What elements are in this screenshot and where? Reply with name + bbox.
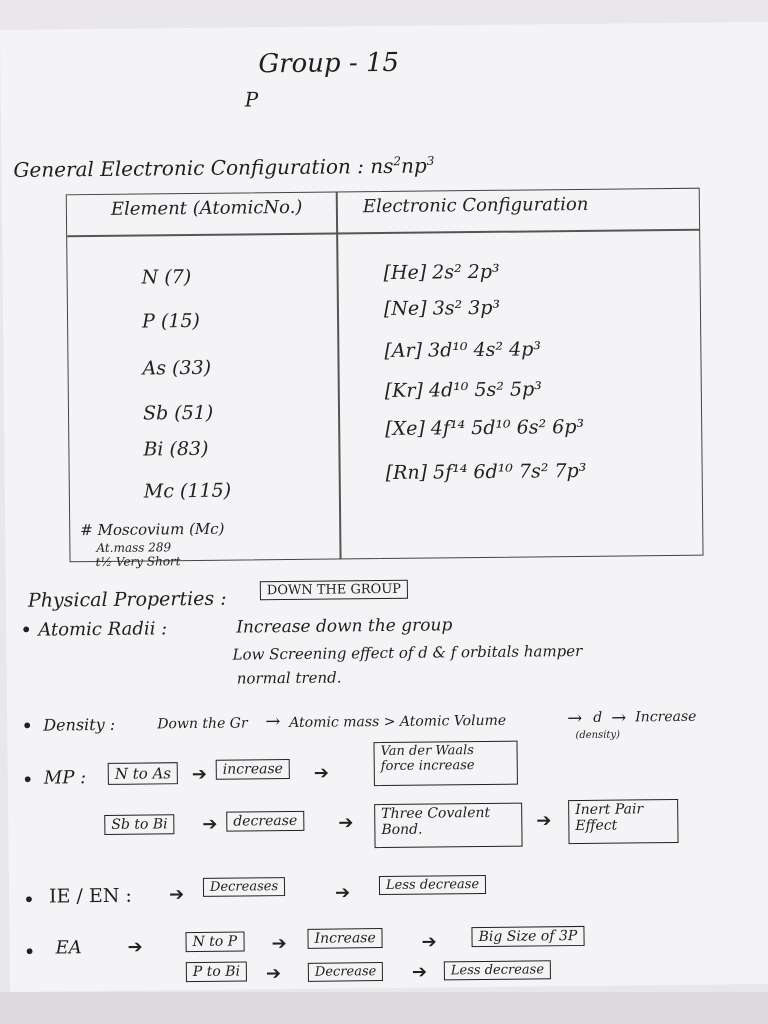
arrow-icon: → bbox=[265, 711, 281, 733]
ea-p-to-bi: P to Bi bbox=[186, 961, 247, 982]
arrow-icon: → bbox=[611, 707, 627, 729]
page-subtitle: P bbox=[244, 87, 259, 112]
atomic-radii-text: Increase down the group bbox=[236, 615, 453, 638]
general-config-sup1: 2 bbox=[393, 154, 402, 169]
density-d-note: (density) bbox=[575, 729, 621, 742]
density-result: Increase bbox=[635, 708, 697, 726]
bullet: • bbox=[23, 939, 36, 964]
table-row-element: P (15) bbox=[141, 309, 201, 333]
general-config-ns: ns bbox=[370, 153, 394, 179]
ie-en-decreases: Decreases bbox=[203, 877, 285, 897]
arrow-icon: ➔ bbox=[271, 933, 287, 955]
general-config-label: General Electronic Configuration : bbox=[13, 154, 365, 182]
density-d: d bbox=[593, 709, 603, 726]
mp-vdw-line1: Van der Waals bbox=[380, 743, 475, 760]
mp-tc-line2: Bond. bbox=[381, 821, 423, 839]
notebook-page bbox=[0, 22, 768, 992]
moscovium-mass: At.mass 289 bbox=[96, 540, 172, 556]
ie-en-label: IE / EN : bbox=[48, 884, 132, 908]
mp-ip-line1: Inert Pair bbox=[575, 801, 644, 819]
table-divider-vertical bbox=[336, 192, 341, 558]
density-text: Down the Gr bbox=[157, 715, 248, 733]
ea-less-decrease: Less decrease bbox=[444, 960, 551, 980]
mp-label: MP : bbox=[43, 767, 87, 789]
arrow-icon: ➔ bbox=[191, 763, 208, 786]
general-config-np: np bbox=[400, 153, 427, 178]
table-row-config: [He] 2s² 2p³ bbox=[383, 260, 500, 284]
mp-sb-to-bi: Sb to Bi bbox=[104, 814, 174, 835]
page-title: Group - 15 bbox=[258, 47, 400, 80]
ea-label: EA bbox=[55, 937, 82, 959]
mp-inert-pair bbox=[568, 799, 678, 844]
physical-properties-label: Physical Properties : bbox=[27, 587, 227, 612]
arrow-icon: ➔ bbox=[536, 810, 552, 832]
bullet: • bbox=[21, 713, 34, 738]
arrow-icon: ➔ bbox=[313, 762, 330, 784]
mp-van-der-waals bbox=[373, 741, 517, 787]
general-config-sup2: 3 bbox=[426, 153, 435, 168]
table-row-config: [Ar] 3d¹⁰ 4s² 4p³ bbox=[384, 338, 542, 362]
arrow-icon: ➔ bbox=[421, 931, 437, 953]
mp-tc-line1: Three Covalent bbox=[381, 804, 491, 823]
mp-vdw-line2: force increase bbox=[380, 758, 475, 775]
table-row-element: Mc (115) bbox=[143, 479, 232, 503]
mp-n-to-as: N to As bbox=[108, 762, 178, 785]
mp-increase: increase bbox=[216, 759, 290, 780]
atomic-radii-line2: Low Screening effect of d & f orbitals hamper bbox=[232, 641, 583, 664]
config-table bbox=[66, 188, 704, 563]
table-row-config: [Ne] 3s² 3p³ bbox=[383, 296, 501, 320]
down-the-group-badge: DOWN THE GROUP bbox=[260, 580, 408, 601]
ea-decrease: Decrease bbox=[308, 962, 384, 982]
table-row-config: [Kr] 4d¹⁰ 5s² 5p³ bbox=[384, 378, 542, 402]
arrow-icon: ➔ bbox=[265, 963, 282, 985]
density-mid: Atomic mass > Atomic Volume bbox=[289, 712, 507, 732]
bullet: • bbox=[20, 617, 33, 642]
bullet: • bbox=[21, 767, 34, 792]
table-divider-horizontal bbox=[67, 229, 699, 237]
moscovium-halflife: t½ Very Short bbox=[95, 554, 181, 570]
ea-n-to-p: N to P bbox=[185, 931, 244, 952]
table-header-config: Electronic Configuration bbox=[362, 193, 589, 218]
general-configuration bbox=[13, 153, 434, 181]
mp-decrease: decrease bbox=[226, 811, 304, 832]
table-row-element: As (33) bbox=[142, 356, 212, 380]
density-label: Density : bbox=[43, 714, 116, 735]
bullet: • bbox=[22, 887, 36, 912]
arrow-icon: ➔ bbox=[127, 936, 143, 958]
mp-three-covalent bbox=[374, 803, 522, 849]
table-header-element: Element (AtomicNo.) bbox=[110, 196, 303, 220]
atomic-radii-line3: normal trend. bbox=[236, 668, 342, 688]
table-row-element: Sb (51) bbox=[142, 401, 214, 425]
moscovium-note: # Moscovium (Mc) bbox=[80, 519, 225, 540]
table-row-config: [Rn] 5f¹⁴ 6d¹⁰ 7s² 7p³ bbox=[385, 459, 587, 484]
arrow-icon: ➔ bbox=[202, 813, 218, 835]
ea-increase: Increase bbox=[307, 928, 382, 949]
page-shadow bbox=[0, 992, 768, 1024]
arrow-icon: ➔ bbox=[168, 884, 185, 906]
table-row-config: [Xe] 4f¹⁴ 5d¹⁰ 6s² 6p³ bbox=[385, 415, 585, 440]
table-row-element: N (7) bbox=[141, 266, 192, 289]
ea-big-size: Big Size of 3P bbox=[471, 926, 584, 947]
atomic-radii-label: Atomic Radii : bbox=[38, 618, 168, 641]
mp-ip-line2: Effect bbox=[575, 817, 618, 835]
table-row-element: Bi (83) bbox=[143, 437, 209, 461]
arrow-icon: ➔ bbox=[334, 882, 351, 904]
ie-en-less-decrease: Less decrease bbox=[379, 875, 486, 895]
arrow-icon: ➔ bbox=[411, 961, 428, 983]
arrow-icon: ➔ bbox=[338, 812, 354, 834]
arrow-icon: → bbox=[567, 707, 583, 730]
